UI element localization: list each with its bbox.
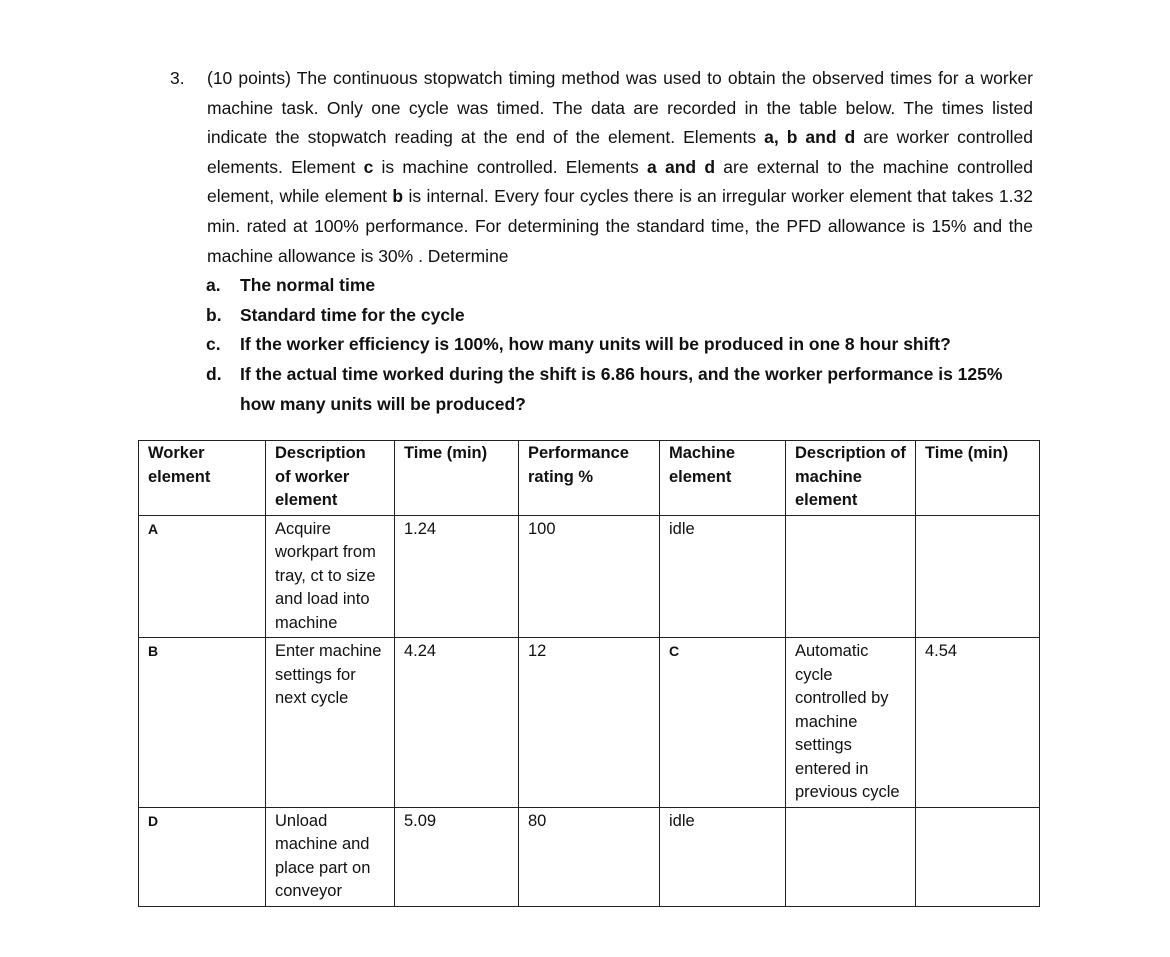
cell-worker-description: Unload machine and place part on conveyor (266, 807, 395, 906)
cell-machine-description (786, 515, 916, 638)
cell-worker-element: B (139, 638, 266, 808)
part-label: c. (206, 334, 221, 355)
cell-rating: 100 (519, 515, 660, 638)
question-part-b (206, 301, 1040, 331)
cell-worker-element: A (139, 515, 266, 638)
part-label: b. (206, 304, 222, 325)
header-worker-element: Worker element (139, 441, 266, 516)
header-time-machine: Time (min) (916, 441, 1040, 516)
question-text-part: (10 points) The continuous stopwatch timing method was used to obtain the observed times for a worker machine task. Only one cycle was timed. The data are recorded in the table below. The times listed indicate the stopwatch reading at the end of the element. Elements (207, 68, 1033, 148)
cell-time: 1.24 (395, 515, 519, 638)
question-text-part: is internal. Every four cycles there is an irregular worker element that takes 1.32 min. rated at 100% performance. For determining the standard time, the PFD allowance is 15% and the machine allowance is 30% . Determine (207, 186, 1033, 266)
cell-worker-element: D (139, 807, 266, 906)
cell-rating: 80 (519, 807, 660, 906)
question-text-part: are external to the machine controlled element, while element (207, 156, 1033, 207)
question-text-bold: a, b and d (764, 127, 856, 148)
cell-machine-time (916, 807, 1040, 906)
table-row (139, 807, 1040, 906)
question-block (170, 64, 1040, 437)
cell-machine-element: idle (660, 807, 786, 906)
part-text: If the actual time worked during the shift is 6.86 hours, and the worker performance is 125% how many units will be produced? (240, 363, 1003, 414)
question-text-bold: b (392, 186, 404, 207)
cell-time: 4.24 (395, 638, 519, 808)
cell-rating: 12 (519, 638, 660, 808)
question-number: 3. (170, 68, 185, 88)
question-part-c (206, 330, 1040, 360)
question-text (207, 64, 1033, 271)
part-label: d. (206, 363, 222, 384)
header-time-worker: Time (min) (395, 441, 519, 516)
question-text-bold: c (363, 156, 374, 177)
cell-machine-element: C (660, 638, 786, 808)
question-part-a (206, 271, 1040, 301)
header-worker-description: Description of worker element (266, 441, 395, 516)
question-text-part: is machine controlled. Elements (373, 156, 647, 177)
cell-machine-time: 4.54 (916, 638, 1040, 808)
cell-machine-time (916, 515, 1040, 638)
cell-time: 5.09 (395, 807, 519, 906)
part-label: a. (206, 275, 221, 296)
part-text: If the worker efficiency is 100%, how many units will be produced in one 8 hour shift? (240, 334, 951, 355)
table-row (139, 515, 1040, 638)
cell-worker-description: Enter machine settings for next cycle (266, 638, 395, 808)
cell-machine-description: Automatic cycle controlled by machine settings entered in previous cycle (786, 638, 916, 808)
question-part-d (206, 360, 1040, 419)
part-text: The normal time (240, 275, 376, 296)
header-performance-rating: Performance rating % (519, 441, 660, 516)
element-time-table (138, 440, 1040, 907)
header-machine-description: Description of machine element (786, 441, 916, 516)
header-machine-element: Machine element (660, 441, 786, 516)
question-text-part: are worker controlled elements. Element (207, 127, 1033, 177)
table-row (139, 638, 1040, 808)
part-text: Standard time for the cycle (240, 304, 465, 325)
question-text-bold: a and d (647, 156, 716, 177)
cell-machine-element: idle (660, 515, 786, 638)
question-parts-list (206, 271, 1040, 419)
cell-machine-description (786, 807, 916, 906)
cell-worker-description: Acquire workpart from tray, ct to size and load into machine (266, 515, 395, 638)
table-header-row (139, 441, 1040, 516)
